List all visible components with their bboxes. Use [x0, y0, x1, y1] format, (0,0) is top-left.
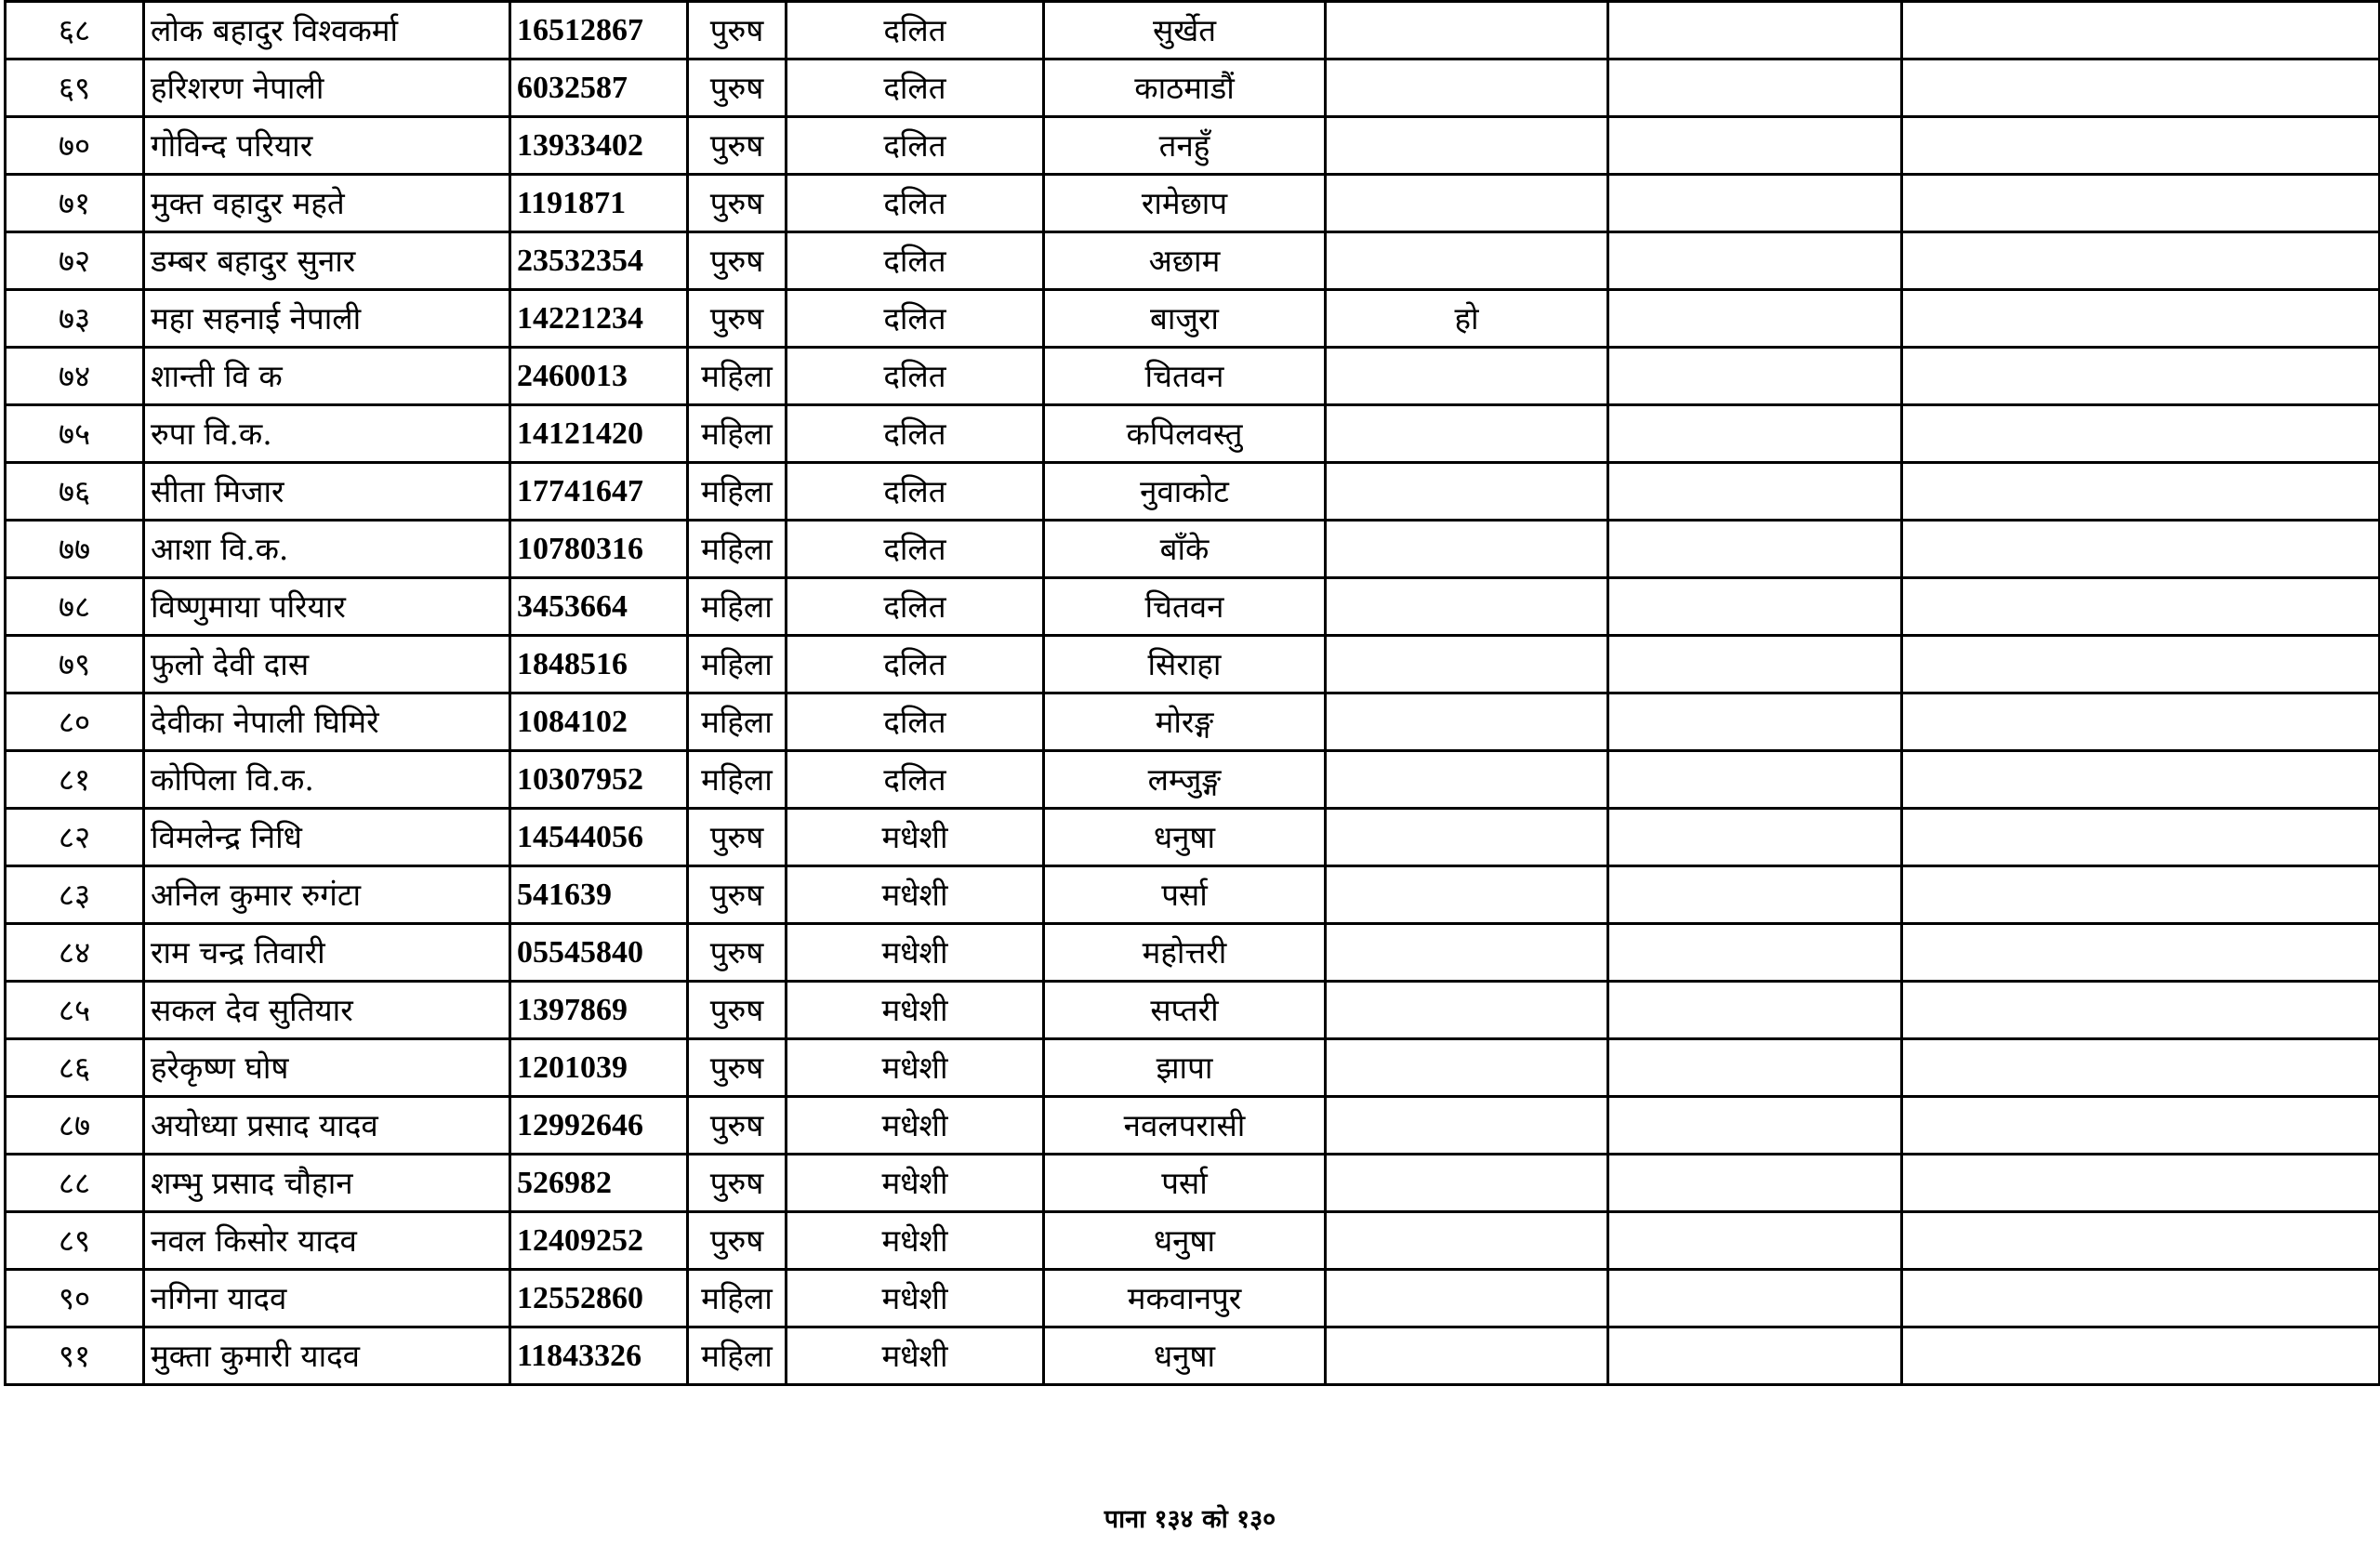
remark-cell — [1326, 693, 1608, 751]
group-cell: दलित — [787, 578, 1044, 636]
name-cell: हरेकृष्ण घोष — [144, 1039, 510, 1097]
empty-cell — [1902, 636, 2380, 693]
empty-cell — [1902, 578, 2380, 636]
remark-cell — [1326, 924, 1608, 982]
empty-cell — [1608, 1212, 1902, 1270]
gender-cell: पुरुष — [688, 809, 787, 866]
name-cell: डम्बर बहादुर सुनार — [144, 232, 510, 290]
district-cell: नुवाकोट — [1044, 463, 1326, 521]
table-row — [6, 924, 2380, 982]
group-cell: दलित — [787, 348, 1044, 405]
id-number-cell: 1397869 — [510, 982, 688, 1039]
empty-cell — [1608, 175, 1902, 232]
group-cell: दलित — [787, 232, 1044, 290]
remark-cell — [1326, 809, 1608, 866]
empty-cell — [1902, 1155, 2380, 1212]
district-cell: धनुषा — [1044, 1212, 1326, 1270]
id-number-cell: 12409252 — [510, 1212, 688, 1270]
name-cell: रुपा वि.क. — [144, 405, 510, 463]
district-cell: लम्जुङ्ग — [1044, 751, 1326, 809]
empty-cell — [1902, 521, 2380, 578]
gender-cell: महिला — [688, 636, 787, 693]
remark-cell — [1326, 1155, 1608, 1212]
group-cell: मधेशी — [787, 1270, 1044, 1327]
district-cell: महोत्तरी — [1044, 924, 1326, 982]
remark-cell — [1326, 405, 1608, 463]
name-cell: हरिशरण नेपाली — [144, 59, 510, 117]
district-cell: पर्सा — [1044, 866, 1326, 924]
empty-cell — [1902, 405, 2380, 463]
district-cell: झापा — [1044, 1039, 1326, 1097]
gender-cell: महिला — [688, 1327, 787, 1385]
remark-cell — [1326, 2, 1608, 59]
empty-cell — [1608, 59, 1902, 117]
empty-cell — [1902, 1097, 2380, 1155]
district-cell: नवलपरासी — [1044, 1097, 1326, 1155]
gender-cell: महिला — [688, 405, 787, 463]
name-cell: नगिना यादव — [144, 1270, 510, 1327]
empty-cell — [1902, 2, 2380, 59]
remark-cell — [1326, 578, 1608, 636]
group-cell: दलित — [787, 59, 1044, 117]
serial-number-cell: ७० — [6, 117, 144, 175]
empty-cell — [1902, 693, 2380, 751]
gender-cell: महिला — [688, 463, 787, 521]
serial-number-cell: ८७ — [6, 1097, 144, 1155]
group-cell: मधेशी — [787, 1155, 1044, 1212]
id-number-cell: 1084102 — [510, 693, 688, 751]
empty-cell — [1608, 2, 1902, 59]
empty-cell — [1902, 232, 2380, 290]
serial-number-cell: ८१ — [6, 751, 144, 809]
name-cell: गोविन्द परियार — [144, 117, 510, 175]
gender-cell: पुरुष — [688, 117, 787, 175]
table-row — [6, 1212, 2380, 1270]
district-cell: मोरङ्ग — [1044, 693, 1326, 751]
table-row — [6, 117, 2380, 175]
name-cell: अनिल कुमार रुगंटा — [144, 866, 510, 924]
remark-cell — [1326, 1039, 1608, 1097]
gender-cell: पुरुष — [688, 1212, 787, 1270]
district-cell: मकवानपुर — [1044, 1270, 1326, 1327]
serial-number-cell: ७८ — [6, 578, 144, 636]
group-cell: दलित — [787, 2, 1044, 59]
remark-cell — [1326, 348, 1608, 405]
serial-number-cell: ९० — [6, 1270, 144, 1327]
district-cell: चितवन — [1044, 348, 1326, 405]
group-cell: दलित — [787, 521, 1044, 578]
gender-cell: पुरुष — [688, 59, 787, 117]
gender-cell: पुरुष — [688, 290, 787, 348]
empty-cell — [1902, 59, 2380, 117]
empty-cell — [1902, 866, 2380, 924]
table-row — [6, 2, 2380, 59]
serial-number-cell: ८३ — [6, 866, 144, 924]
table-row — [6, 348, 2380, 405]
district-cell: अछाम — [1044, 232, 1326, 290]
group-cell: मधेशी — [787, 1212, 1044, 1270]
id-number-cell: 3453664 — [510, 578, 688, 636]
name-cell: आशा वि.क. — [144, 521, 510, 578]
empty-cell — [1608, 578, 1902, 636]
id-number-cell: 6032587 — [510, 59, 688, 117]
serial-number-cell: ९१ — [6, 1327, 144, 1385]
id-number-cell: 2460013 — [510, 348, 688, 405]
serial-number-cell: ८० — [6, 693, 144, 751]
id-number-cell: 05545840 — [510, 924, 688, 982]
empty-cell — [1902, 1327, 2380, 1385]
empty-cell — [1902, 117, 2380, 175]
empty-cell — [1608, 117, 1902, 175]
gender-cell: पुरुष — [688, 175, 787, 232]
table-row — [6, 1155, 2380, 1212]
empty-cell — [1608, 809, 1902, 866]
district-cell: चितवन — [1044, 578, 1326, 636]
district-cell: बाजुरा — [1044, 290, 1326, 348]
id-number-cell: 14121420 — [510, 405, 688, 463]
name-cell: फुलो देवी दास — [144, 636, 510, 693]
group-cell: दलित — [787, 175, 1044, 232]
gender-cell: महिला — [688, 1270, 787, 1327]
empty-cell — [1608, 1097, 1902, 1155]
table-row — [6, 232, 2380, 290]
group-cell: मधेशी — [787, 809, 1044, 866]
id-number-cell: 14544056 — [510, 809, 688, 866]
name-cell: देवीका नेपाली घिमिरे — [144, 693, 510, 751]
serial-number-cell: ७६ — [6, 463, 144, 521]
gender-cell: पुरुष — [688, 1155, 787, 1212]
gender-cell: पुरुष — [688, 866, 787, 924]
district-cell: धनुषा — [1044, 809, 1326, 866]
gender-cell: पुरुष — [688, 1097, 787, 1155]
serial-number-cell: ८६ — [6, 1039, 144, 1097]
serial-number-cell: ८२ — [6, 809, 144, 866]
group-cell: मधेशी — [787, 1327, 1044, 1385]
id-number-cell: 12552860 — [510, 1270, 688, 1327]
serial-number-cell: ७२ — [6, 232, 144, 290]
remark-cell — [1326, 1097, 1608, 1155]
table-row — [6, 693, 2380, 751]
table-row — [6, 290, 2380, 348]
gender-cell: पुरुष — [688, 982, 787, 1039]
group-cell: दलित — [787, 463, 1044, 521]
remark-cell — [1326, 232, 1608, 290]
serial-number-cell: ८४ — [6, 924, 144, 982]
id-number-cell: 1201039 — [510, 1039, 688, 1097]
group-cell: दलित — [787, 290, 1044, 348]
remark-cell — [1326, 866, 1608, 924]
remark-cell — [1326, 59, 1608, 117]
table-row — [6, 1097, 2380, 1155]
empty-cell — [1608, 1155, 1902, 1212]
group-cell: मधेशी — [787, 982, 1044, 1039]
gender-cell: पुरुष — [688, 2, 787, 59]
district-cell: कपिलवस्तु — [1044, 405, 1326, 463]
serial-number-cell: ७४ — [6, 348, 144, 405]
table-row — [6, 1039, 2380, 1097]
id-number-cell: 16512867 — [510, 2, 688, 59]
remark-cell — [1326, 117, 1608, 175]
empty-cell — [1902, 809, 2380, 866]
id-number-cell: 17741647 — [510, 463, 688, 521]
empty-cell — [1902, 1212, 2380, 1270]
remark-cell — [1326, 175, 1608, 232]
group-cell: मधेशी — [787, 1097, 1044, 1155]
empty-cell — [1902, 924, 2380, 982]
table-row — [6, 1327, 2380, 1385]
empty-cell — [1902, 751, 2380, 809]
serial-number-cell: ७१ — [6, 175, 144, 232]
remark-cell — [1326, 636, 1608, 693]
gender-cell: महिला — [688, 693, 787, 751]
table-row — [6, 751, 2380, 809]
gender-cell: महिला — [688, 521, 787, 578]
district-cell: काठमाडौं — [1044, 59, 1326, 117]
name-cell: विमलेन्द्र निधि — [144, 809, 510, 866]
empty-cell — [1608, 405, 1902, 463]
empty-cell — [1608, 693, 1902, 751]
gender-cell: महिला — [688, 348, 787, 405]
remark-cell — [1326, 1270, 1608, 1327]
name-cell: शान्ती वि क — [144, 348, 510, 405]
empty-cell — [1608, 751, 1902, 809]
id-number-cell: 23532354 — [510, 232, 688, 290]
group-cell: दलित — [787, 117, 1044, 175]
group-cell: मधेशी — [787, 1039, 1044, 1097]
serial-number-cell: ७५ — [6, 405, 144, 463]
table-row — [6, 866, 2380, 924]
remark-cell: हो — [1326, 290, 1608, 348]
serial-number-cell: ६८ — [6, 2, 144, 59]
serial-number-cell: ८८ — [6, 1155, 144, 1212]
empty-cell — [1608, 232, 1902, 290]
table-row — [6, 809, 2380, 866]
table-row — [6, 59, 2380, 117]
empty-cell — [1608, 924, 1902, 982]
name-cell: सकल देव सुतियार — [144, 982, 510, 1039]
empty-cell — [1902, 175, 2380, 232]
name-cell: लोक बहादुर विश्वकर्मा — [144, 2, 510, 59]
district-cell: पर्सा — [1044, 1155, 1326, 1212]
gender-cell: पुरुष — [688, 924, 787, 982]
empty-cell — [1608, 866, 1902, 924]
name-cell: शम्भु प्रसाद चौहान — [144, 1155, 510, 1212]
empty-cell — [1608, 290, 1902, 348]
district-cell: बाँके — [1044, 521, 1326, 578]
serial-number-cell: ७३ — [6, 290, 144, 348]
serial-number-cell: ६९ — [6, 59, 144, 117]
empty-cell — [1902, 290, 2380, 348]
empty-cell — [1902, 982, 2380, 1039]
serial-number-cell: ७९ — [6, 636, 144, 693]
empty-cell — [1608, 1039, 1902, 1097]
id-number-cell: 10307952 — [510, 751, 688, 809]
empty-cell — [1902, 348, 2380, 405]
name-cell: अयोध्या प्रसाद यादव — [144, 1097, 510, 1155]
id-number-cell: 12992646 — [510, 1097, 688, 1155]
table-row — [6, 175, 2380, 232]
remark-cell — [1326, 463, 1608, 521]
id-number-cell: 11843326 — [510, 1327, 688, 1385]
group-cell: दलित — [787, 636, 1044, 693]
id-number-cell: 1191871 — [510, 175, 688, 232]
gender-cell: पुरुष — [688, 1039, 787, 1097]
id-number-cell: 526982 — [510, 1155, 688, 1212]
empty-cell — [1608, 982, 1902, 1039]
table-row — [6, 636, 2380, 693]
id-number-cell: 541639 — [510, 866, 688, 924]
group-cell: दलित — [787, 693, 1044, 751]
table-row — [6, 982, 2380, 1039]
empty-cell — [1902, 463, 2380, 521]
gender-cell: महिला — [688, 751, 787, 809]
id-number-cell: 13933402 — [510, 117, 688, 175]
serial-number-cell: ८५ — [6, 982, 144, 1039]
district-cell: सप्तरी — [1044, 982, 1326, 1039]
name-cell: नवल किसोर यादव — [144, 1212, 510, 1270]
remark-cell — [1326, 982, 1608, 1039]
table-body — [6, 2, 2380, 1385]
gender-cell: महिला — [688, 578, 787, 636]
remark-cell — [1326, 751, 1608, 809]
empty-cell — [1608, 521, 1902, 578]
district-cell: धनुषा — [1044, 1327, 1326, 1385]
empty-cell — [1608, 1270, 1902, 1327]
gender-cell: पुरुष — [688, 232, 787, 290]
name-cell: मुक्ता कुमारी यादव — [144, 1327, 510, 1385]
group-cell: दलित — [787, 405, 1044, 463]
id-number-cell: 14221234 — [510, 290, 688, 348]
name-cell: सीता मिजार — [144, 463, 510, 521]
id-number-cell: 10780316 — [510, 521, 688, 578]
serial-number-cell: ८९ — [6, 1212, 144, 1270]
remark-cell — [1326, 1327, 1608, 1385]
remark-cell — [1326, 521, 1608, 578]
name-cell: कोपिला वि.क. — [144, 751, 510, 809]
group-cell: मधेशी — [787, 866, 1044, 924]
name-cell: महा सहनाई नेपाली — [144, 290, 510, 348]
serial-number-cell: ७७ — [6, 521, 144, 578]
name-cell: विष्णुमाया परियार — [144, 578, 510, 636]
id-number-cell: 1848516 — [510, 636, 688, 693]
empty-cell — [1902, 1270, 2380, 1327]
empty-cell — [1608, 636, 1902, 693]
name-cell: मुक्त वहादुर महते — [144, 175, 510, 232]
empty-cell — [1608, 1327, 1902, 1385]
district-cell: सिराहा — [1044, 636, 1326, 693]
table-row — [6, 578, 2380, 636]
empty-cell — [1608, 348, 1902, 405]
remark-cell — [1326, 1212, 1608, 1270]
table-row — [6, 521, 2380, 578]
voter-table — [4, 0, 2380, 1386]
table-row — [6, 1270, 2380, 1327]
district-cell: तनहुँ — [1044, 117, 1326, 175]
empty-cell — [1902, 1039, 2380, 1097]
group-cell: दलित — [787, 751, 1044, 809]
page-number: पाना १३४ को १३० — [1104, 1505, 1276, 1534]
district-cell: रामेछाप — [1044, 175, 1326, 232]
district-cell: सुर्खेत — [1044, 2, 1326, 59]
table-row — [6, 463, 2380, 521]
empty-cell — [1608, 463, 1902, 521]
group-cell: मधेशी — [787, 924, 1044, 982]
name-cell: राम चन्द्र तिवारी — [144, 924, 510, 982]
table-row — [6, 405, 2380, 463]
